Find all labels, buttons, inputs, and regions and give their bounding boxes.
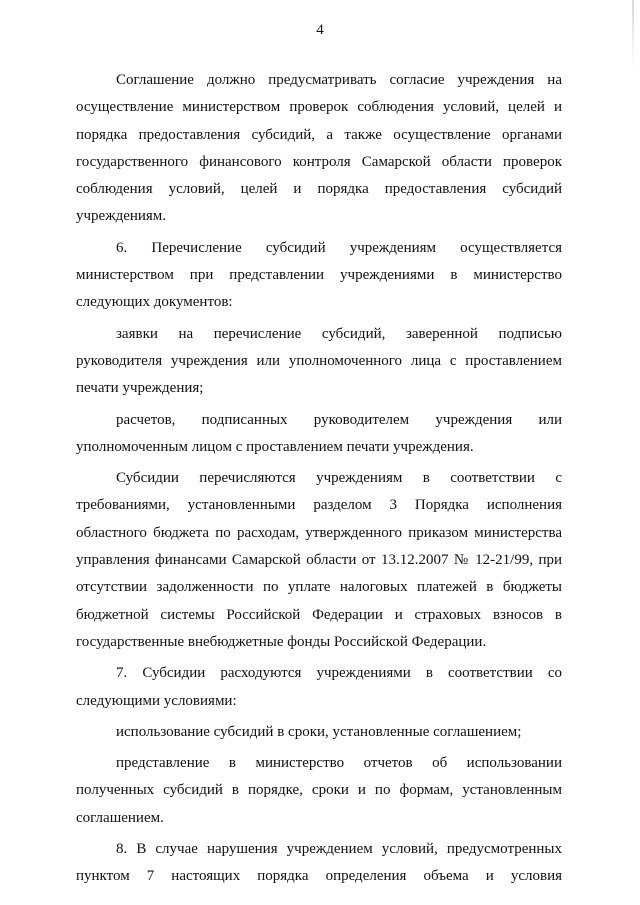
paragraph-calculations: расчетов, подписанных руководителем учреждения или уполномоченным лицом с проставлением печати учреждения. bbox=[76, 411, 562, 455]
paragraph-item-6: 6. Перечисление субсидий учреждениям осуществляется министерством при представлении учреждениями в министерство следующих документов: bbox=[76, 239, 562, 311]
paragraph-applications: заявки на перечисление субсидий, заверенной подписью руководителя учреждения или уполномоченного лица с проставлением печати учреждения; bbox=[76, 325, 562, 397]
paragraph-agreement-terms: Соглашение должно предусматривать согласие учреждения на осуществление министерством проверок соблюдения условий, целей и порядка предоставления субсидий, а также осуществление органами государственного финансового контроля Самарской области проверок соблюдения условий, целей и порядка предоставления субсидий учреждениям. bbox=[76, 72, 562, 225]
paragraph-item-7: 7. Субсидии расходуются учреждениями в соответствии со следующими условиями: bbox=[76, 665, 562, 709]
paragraph-usage-terms: использование субсидий в сроки, установленные соглашением; bbox=[116, 723, 522, 740]
paragraph-item-8: 8. В случае нарушения учреждением условий, предусмотренных пунктом 7 настоящих порядка определения объема и условия bbox=[76, 841, 562, 885]
paragraph-reports: представление в министерство отчетов об использовании полученных субсидий в порядке, сроки и по формам, установленным соглашением. bbox=[76, 755, 562, 826]
page-number: 4 bbox=[316, 22, 324, 38]
document-body bbox=[76, 67, 562, 891]
paragraph-subsidy-transfer: Субсидии перечисляются учреждениям в соответствии с требованиями, установленными разделом 3 Порядка исполнения областного бюджета по расходам, утвержденного приказом министерства управления финансами Самарской области от 13.12.2007 № 12-21/99, при отсутствии задолженности по уплате налоговых платежей в бюджеты бюджетной системы Российской Федерации и страховых взносов в государственные внебюджетные фонды Российской Федерации. bbox=[76, 470, 562, 650]
